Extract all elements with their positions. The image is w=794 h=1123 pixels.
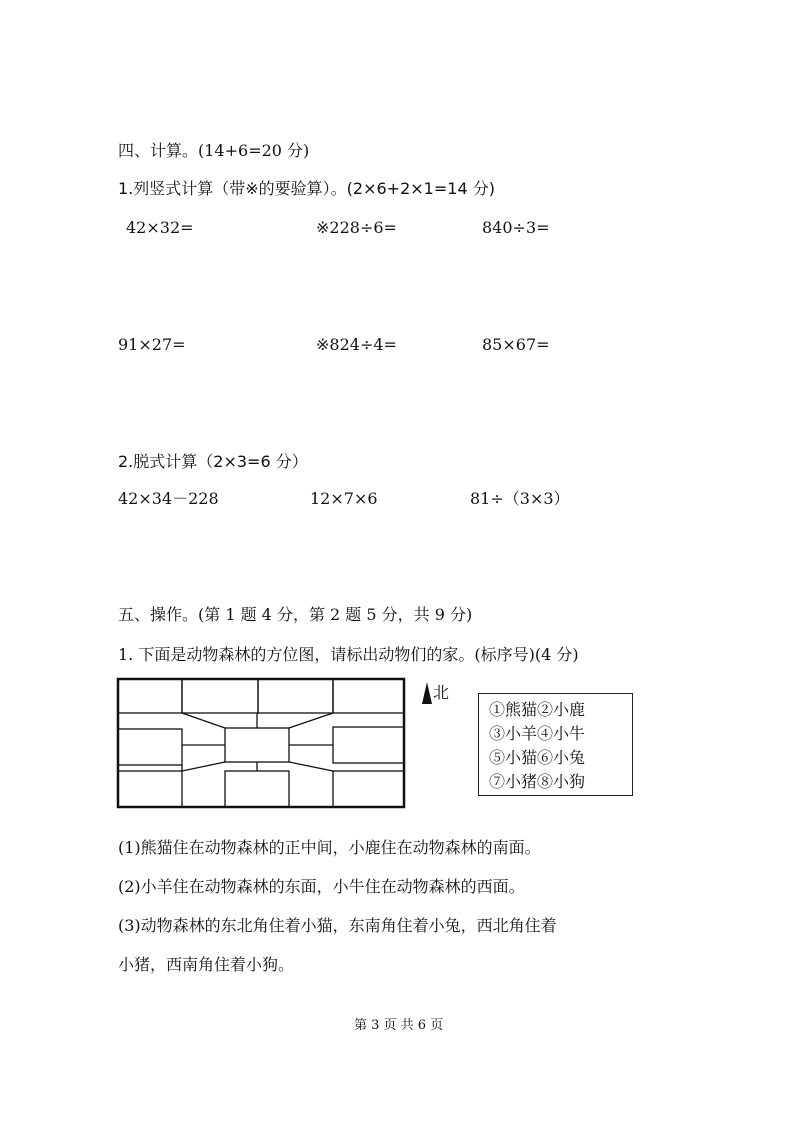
legend-row-1: ①熊猫②小鹿	[489, 700, 586, 719]
q1-problem-4: 91×27=	[118, 335, 186, 354]
clue-2: (2)小羊住在动物森林的东面，小牛住在动物森林的西面。	[118, 877, 525, 896]
box-southwest	[118, 771, 182, 807]
q1-title: 1.列竖式计算（带※的要验算）。(2×6+2×1=14 分)	[118, 179, 495, 198]
box-north-right	[258, 679, 333, 713]
section-5-q1-title: 1. 下面是动物森林的方位图，请标出动物们的家。(标序号)(4 分)	[118, 645, 579, 664]
box-west	[118, 729, 182, 765]
q1-problem-3: 840÷3=	[482, 218, 550, 237]
north-arrow-icon	[421, 682, 433, 704]
box-south	[225, 771, 289, 807]
animal-legend	[478, 693, 633, 796]
legend-row-2: ③小羊④小牛	[489, 724, 586, 743]
box-east	[333, 727, 404, 763]
q2-problem-3: 81÷（3×3）	[470, 489, 570, 508]
box-southeast	[333, 771, 404, 807]
q2-title: 2.脱式计算（2×3=6 分）	[118, 452, 308, 471]
north-label: 北	[433, 683, 450, 702]
q1-problem-2: ※228÷6=	[316, 218, 397, 237]
clue-1: (1)熊猫住在动物森林的正中间，小鹿住在动物森林的南面。	[118, 838, 541, 857]
section-5-heading: 五、操作。(第 1 题 4 分，第 2 题 5 分，共 9 分)	[118, 605, 473, 624]
box-north-left	[182, 679, 258, 713]
clue-3-continued: 小猪，西南角住着小狗。	[118, 955, 295, 974]
q1-problem-5: ※824÷4=	[316, 335, 397, 354]
forest-map-border	[118, 679, 404, 807]
clue-3: (3)动物森林的东北角住着小猫，东南角住着小兔，西北角住着	[118, 916, 557, 935]
forest-map	[115, 676, 407, 810]
legend-row-4: ⑦小猪⑧小狗	[489, 772, 586, 791]
q2-problem-1: 42×34－228	[118, 489, 219, 508]
q1-problem-6: 85×67=	[482, 335, 550, 354]
page-footer: 第 3 页 共 6 页	[354, 1018, 444, 1033]
q1-problem-1: 42×32=	[126, 218, 194, 237]
q2-problem-2: 12×7×6	[310, 489, 378, 508]
box-northwest	[118, 679, 182, 713]
legend-row-3: ⑤小猫⑥小兔	[489, 748, 586, 767]
box-northeast	[333, 679, 404, 713]
box-center	[225, 728, 289, 762]
section-4-heading: 四、计算。(14+6=20 分)	[118, 141, 310, 160]
